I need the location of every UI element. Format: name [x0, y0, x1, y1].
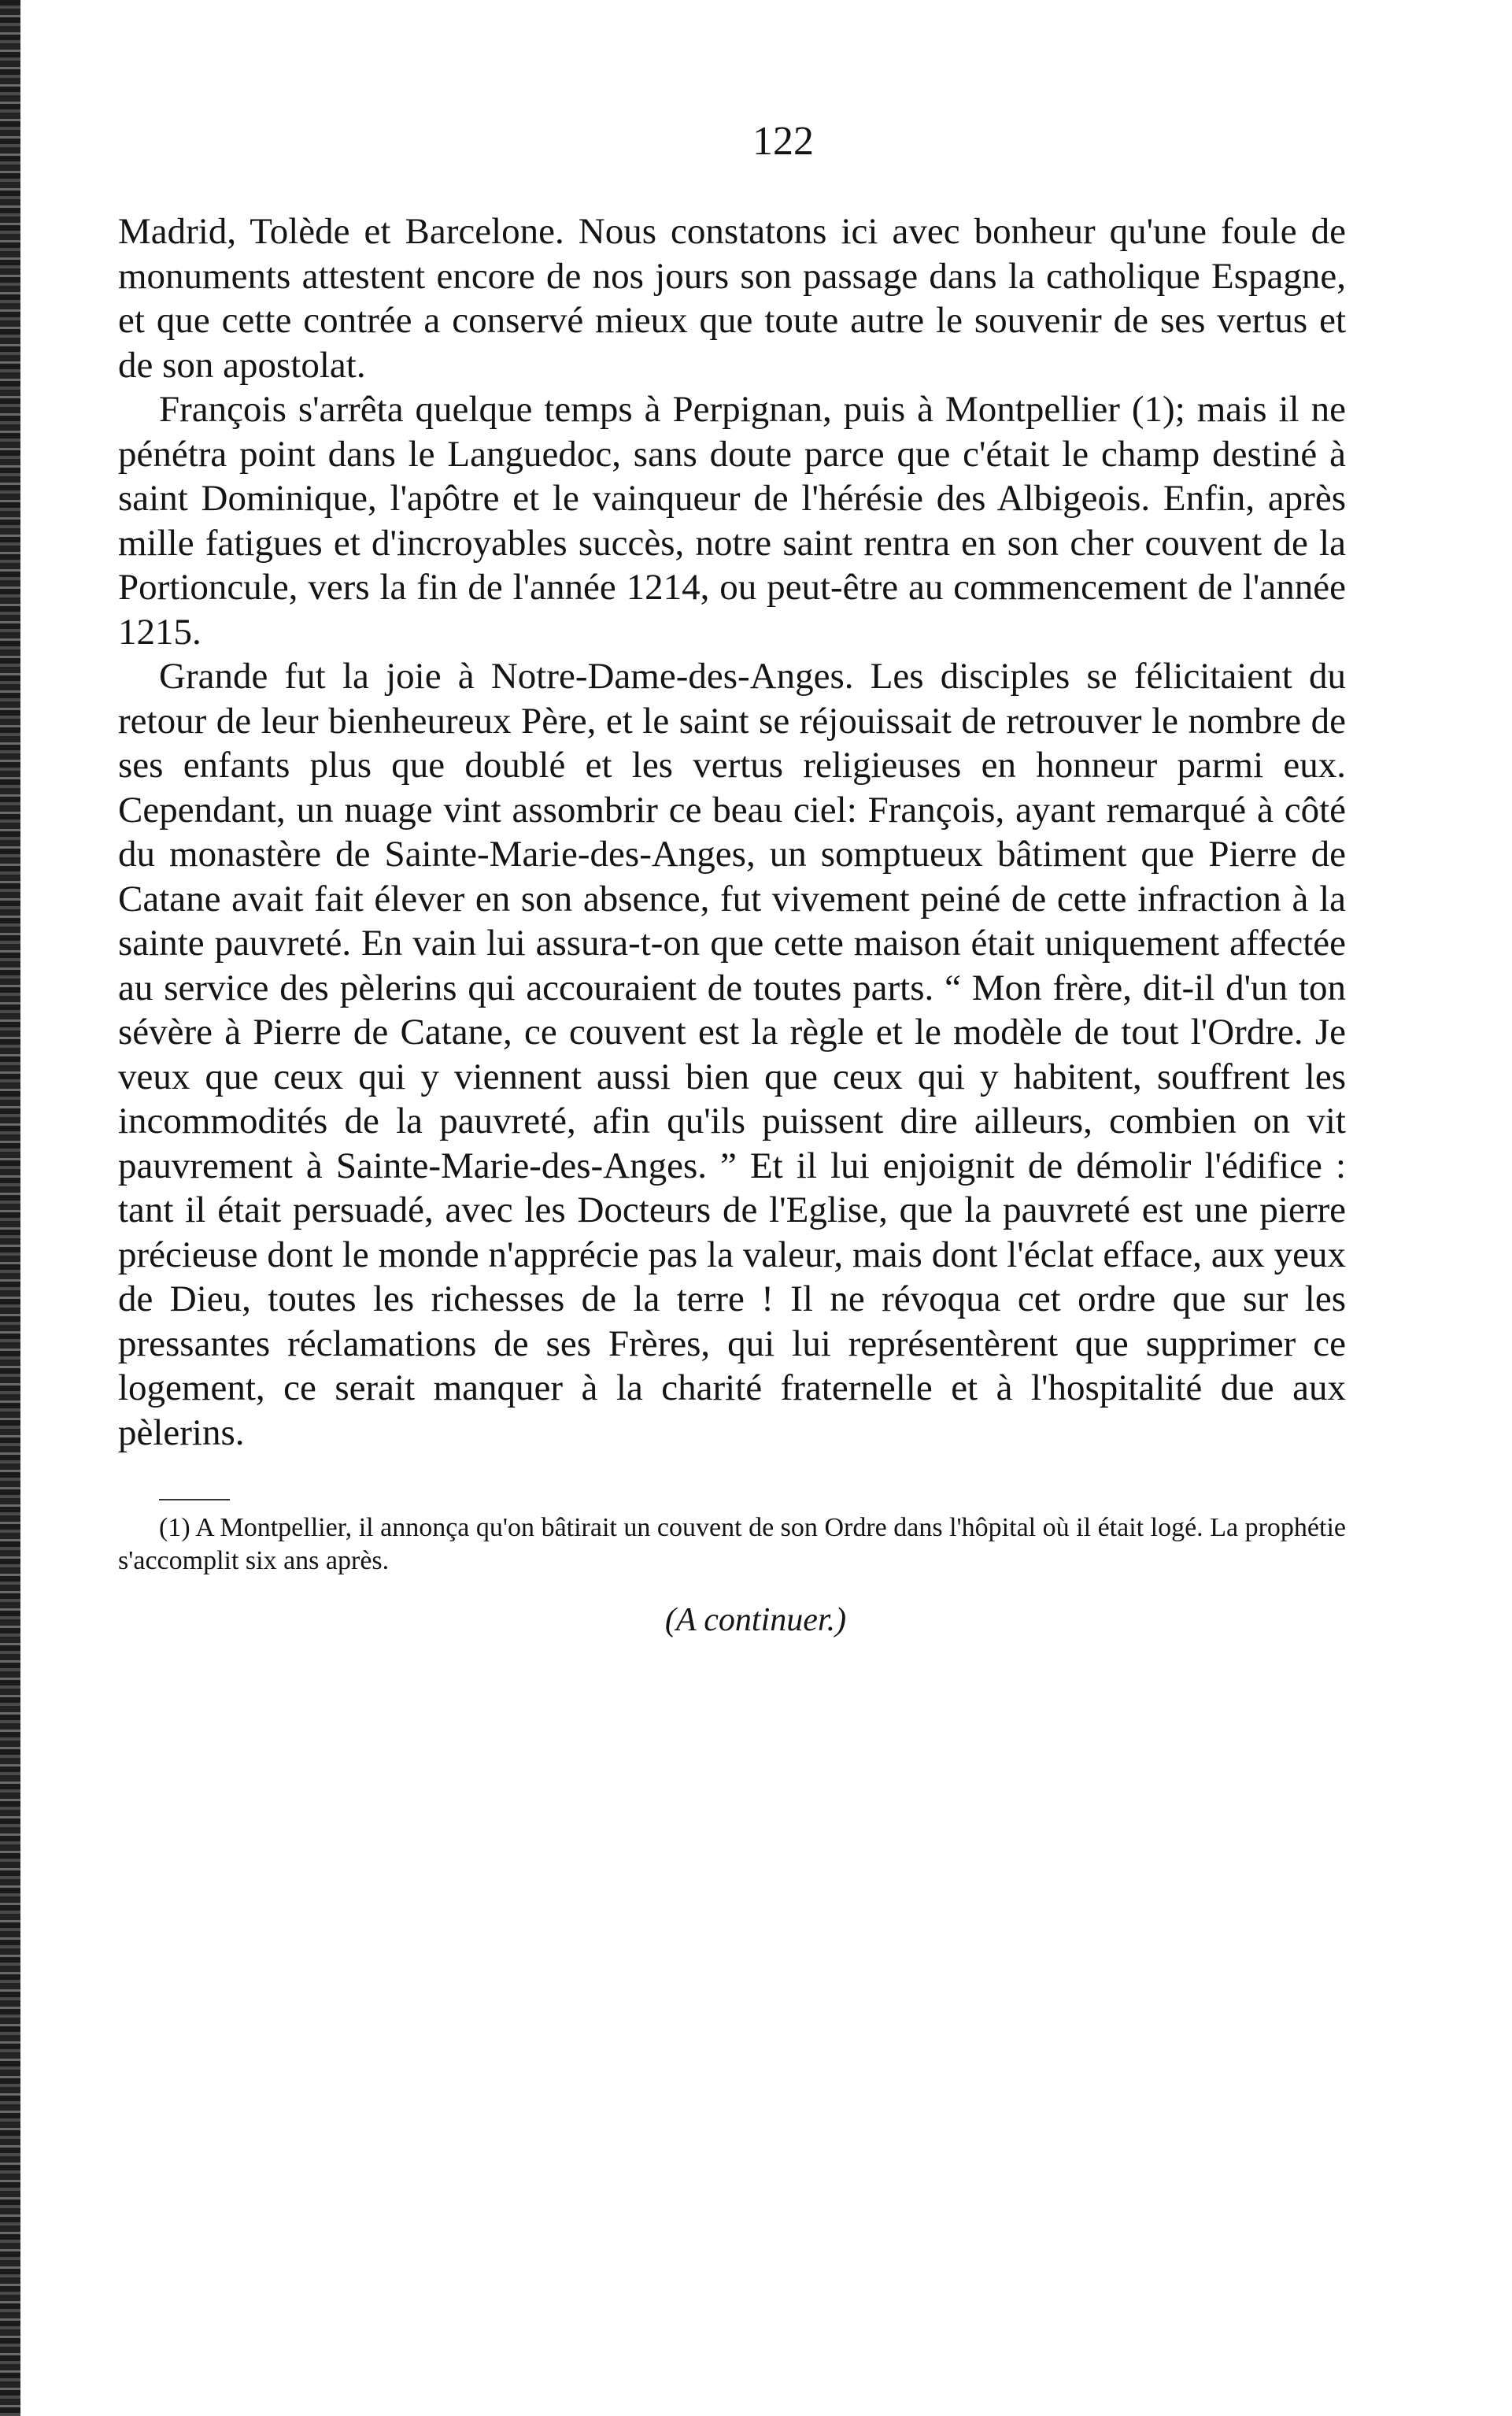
page	[118, 118, 1346, 1639]
body-text	[118, 209, 1346, 1455]
footnote-rule	[159, 1499, 230, 1500]
binding-edge	[0, 0, 20, 2416]
page-number: 122	[752, 119, 814, 164]
paragraph: François s'arrêta quelque temps à Perpignan, puis à Montpellier (1); mais il ne pénétra point dans le Languedoc, sans doute parce que c'était le champ destiné à saint Dominique, l'apôtre et le vainqueur de l'hérésie des Albigeois. Enfin, après mille fatigues et d'incroyables succès, notre saint rentra en son cher couvent de la Portioncule, vers la fin de l'année 1214, ou peut-être au commencement de l'année 1215.	[118, 389, 1346, 653]
footnote: (1) A Montpellier, il annonça qu'on bâtirait un couvent de son Ordre dans l'hôpital où il était logé. La prophétie s'accomplit six ans après.	[118, 1513, 1346, 1575]
paragraph: Grande fut la joie à Notre-Dame-des-Anges. Les disciples se félicitaient du retour de leur bienheureux Père, et le saint se réjouissait de retrouver le nombre de ses enfants plus que doublé et les vertus religieuses en honneur parmi eux. Cependant, un nuage vint assombrir ce beau ciel: François, ayant remarqué à côté du monastère de Sainte-Marie-des-Anges, un somptueux bâtiment que Pierre de Catane avait fait élever en son absence, fut vivement peiné de cette infraction à la sainte pauvreté. En vain lui assura-t-on que cette maison était uniquement affectée au service des pèlerins qui accouraient de toutes parts. “ Mon frère, dit-il d'un ton sévère à Pierre de Catane, ce couvent est la règle et le modèle de tout l'Ordre. Je veux que ceux qui y viennent aussi bien que ceux qui y habitent, souffrent les incommodités de la pauvreté, afin qu'ils puissent dire ailleurs, combien on vit pauvrement à Sainte-Marie-des-Anges. ” Et il lui enjoignit de démolir l'édifice : tant il était persuadé, avec les Docteurs de l'Eglise, que la pauvreté est une pierre précieuse dont le monde n'apprécie pas la valeur, mais dont l'éclat efface, aux yeux de Dieu, toutes les richesses de la terre ! Il ne révoqua cet ordre que sur les pressantes réclamations de ses Frères, qui lui représentèrent que supprimer ce logement, ce serait manquer à la charité fraternelle et à l'hospitalité due aux pèlerins.	[118, 656, 1346, 1453]
paragraph: Madrid, Tolède et Barcelone. Nous constatons ici avec bonheur qu'une foule de monuments attestent encore de nos jours son passage dans la catholique Espagne, et que cette contrée a conservé mieux que toute autre le souvenir de ses vertus et de son apostolat.	[118, 211, 1346, 386]
continued-note: (A continuer.)	[664, 1602, 847, 1638]
